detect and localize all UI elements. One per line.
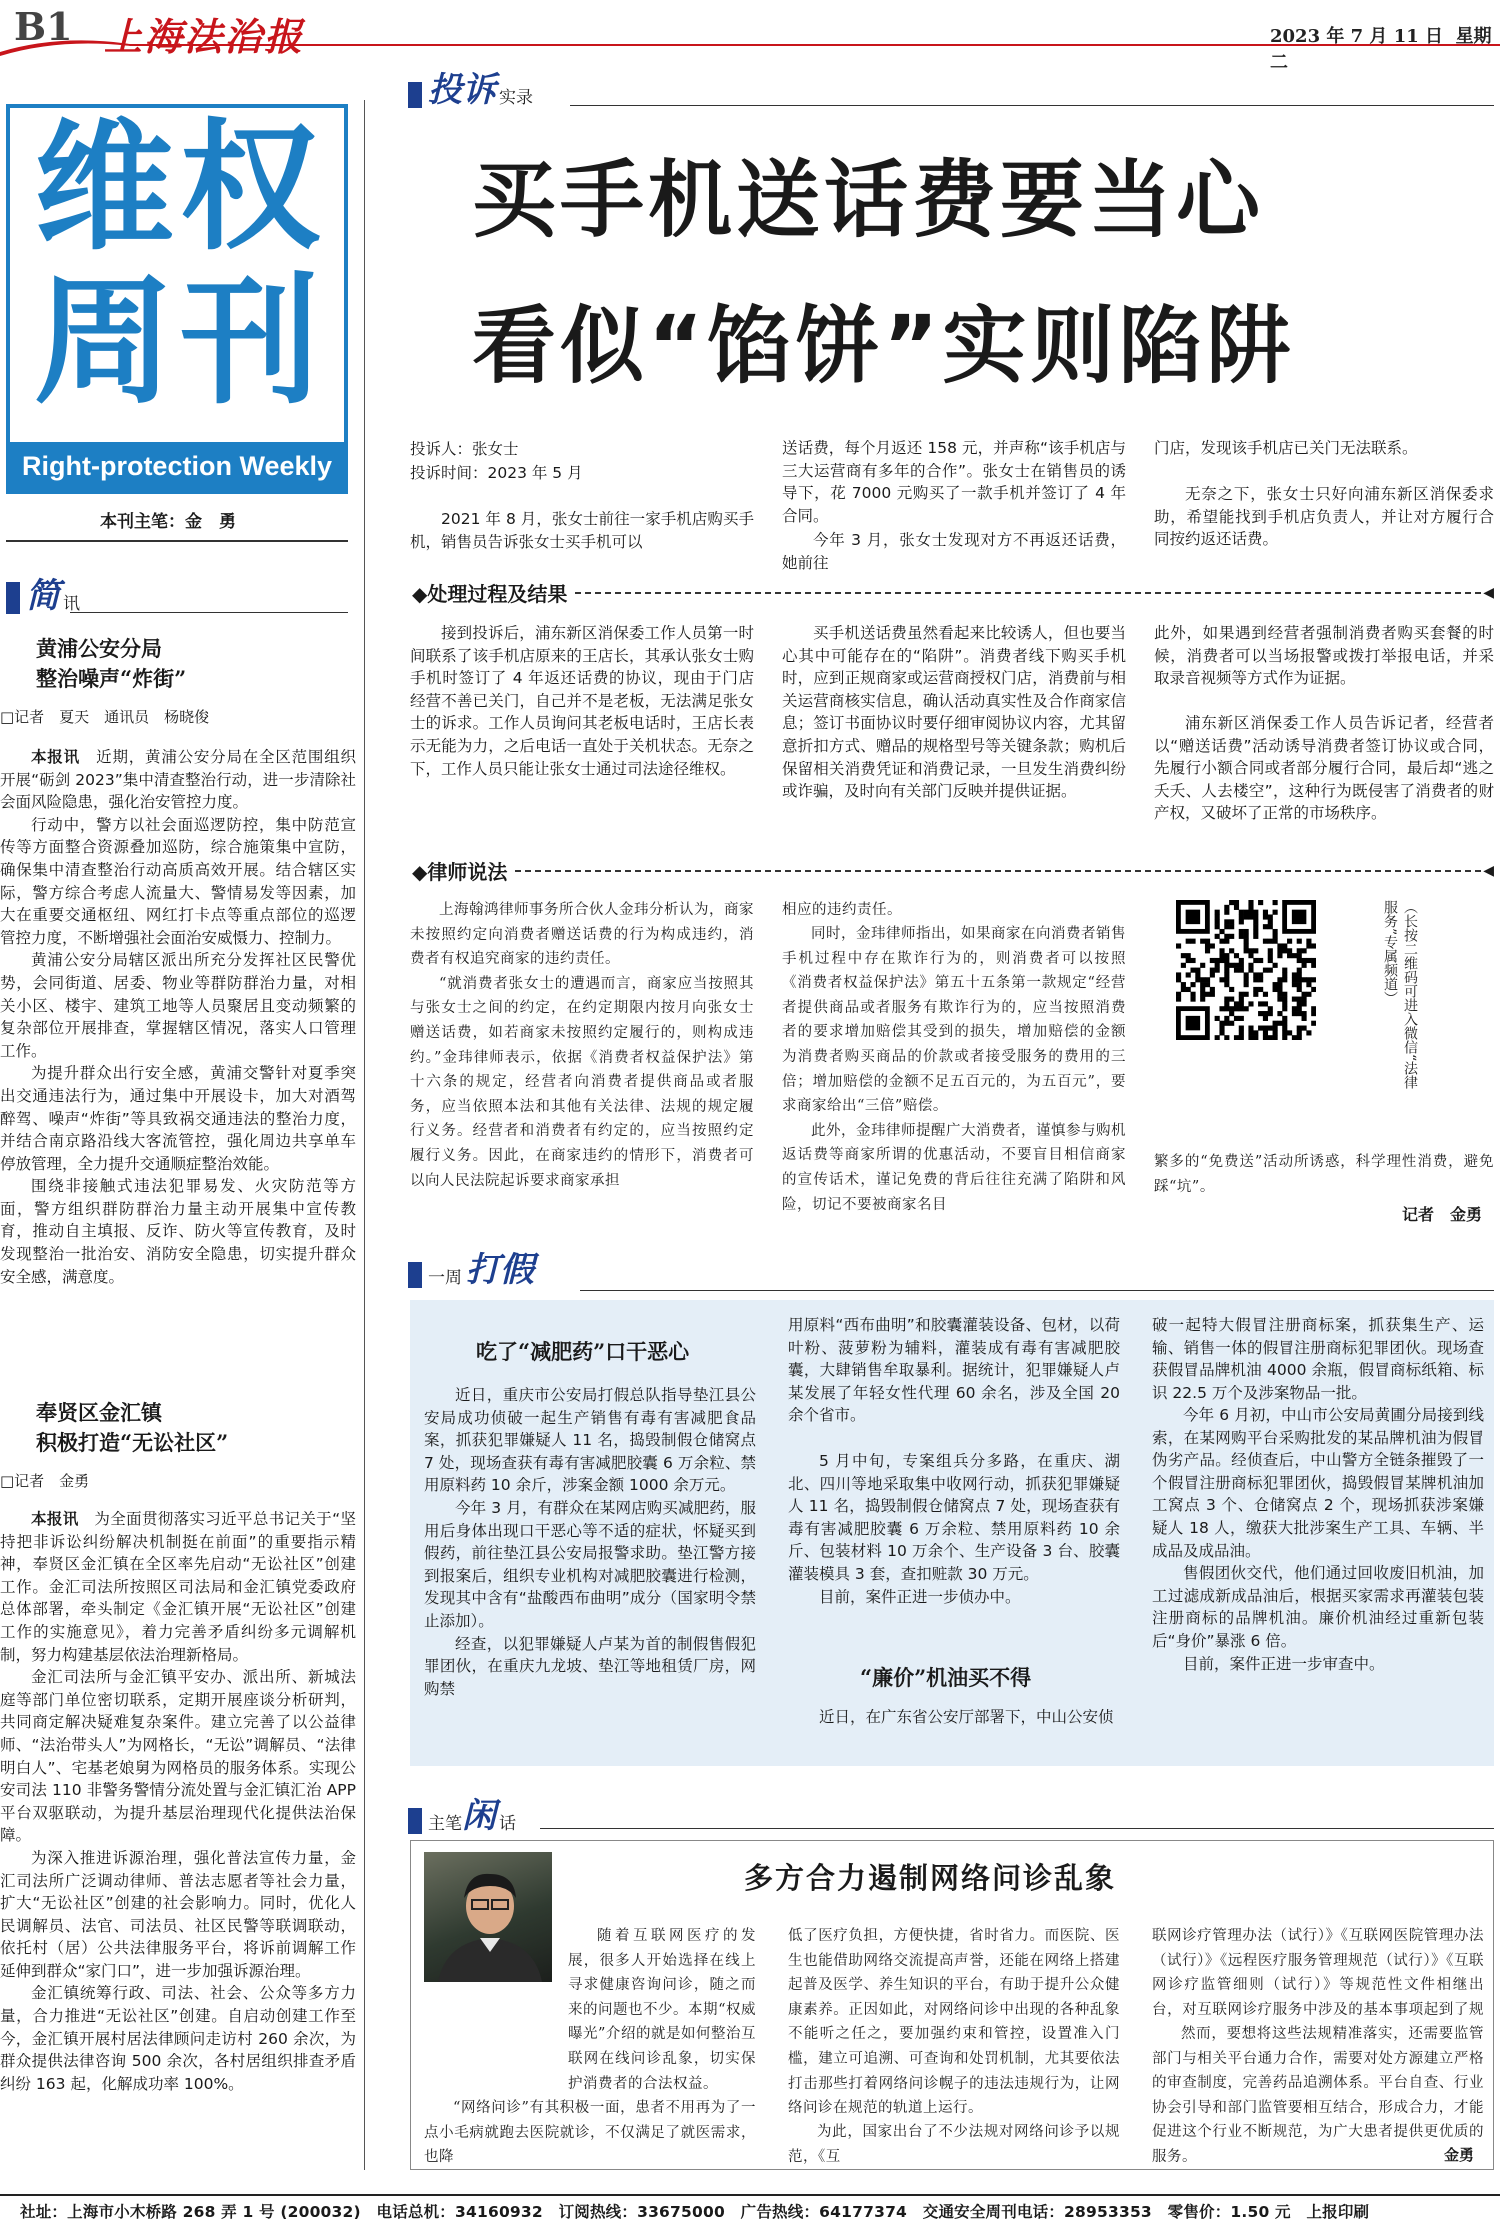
fake-col2b: 近日，在广东省公安厅部署下，中山公安侦 bbox=[819, 1708, 1114, 1726]
chat-cont2: 联网诊疗管理办法（试行）》《互联网医院管理办法（试行）》《远程医疗服务管理规范（试行）》《互联网诊疗监管细则（试行）》等规范性文件相继出台，对互联网诊疗服务中涉及的基本事项起到了规 bbox=[1152, 1928, 1484, 2018]
complaint-section-head bbox=[408, 72, 533, 108]
fake2-cont: 破一起特大假冒注册商标案，抓获集生产、运输、销售一体的假冒注册商标犯罪团伙。现场查获假冒品牌机油 4000 余瓶，假冒商标纸箱、标识 22.5 万个及涉案物品一批。 bbox=[1152, 1316, 1484, 1402]
brief-section-head bbox=[6, 578, 80, 614]
page-number: B1 bbox=[14, 4, 73, 49]
complainant: 投诉人：张女士 bbox=[410, 440, 519, 458]
reporter: 记者 金勇 bbox=[1402, 1205, 1483, 1224]
divider bbox=[70, 612, 348, 613]
fake-title-1: 吃了“减肥药”口干恶心 bbox=[476, 1339, 690, 1364]
issue-date: 2023 年 7 月 11 日 星期二 bbox=[1270, 26, 1492, 73]
story-title: 积极打造“无讼社区” bbox=[36, 1430, 229, 1455]
story-byline: □记者 金勇 bbox=[0, 1472, 90, 1490]
weekly-name-line2: 周刊 bbox=[34, 261, 327, 424]
process-title: ◆处理过程及结果 ◀ bbox=[412, 582, 1494, 606]
chat-section-head bbox=[408, 1798, 516, 1834]
story-byline: □记者 夏天 通讯员 杨晓俊 bbox=[0, 708, 210, 726]
section-bar bbox=[408, 1262, 422, 1288]
story-title: 黄浦公安分局 bbox=[36, 636, 162, 661]
complaint-intro-col2 bbox=[782, 437, 1126, 575]
intro-p: 今年 3 月，张女士发现对方不再返还话费，她前往 bbox=[782, 531, 1126, 572]
chat-label-small: 话 bbox=[499, 1814, 516, 1834]
brief-label-big: 简 bbox=[26, 576, 60, 616]
divider bbox=[570, 105, 1494, 106]
complaint-time: 投诉时间：2023 年 5 月 bbox=[410, 464, 583, 482]
lawyer-col3 bbox=[1154, 1150, 1494, 1199]
chat-author: 金勇 bbox=[1444, 2146, 1475, 2164]
footer-rule bbox=[0, 2194, 1500, 2196]
brief-label-small: 讯 bbox=[63, 594, 80, 614]
chat-cont: 低了医疗负担，方便快捷，省时省力。而医院、医生也能借助网络交流提高声誉，还能在网络上搭建起普及医学、养生知识的平台，有助于提升公众健康素养。正因如此，对网络问诊中出现的各种乱象不能听之任之，要加强约束和管控，设置准入门槛，建立可追溯、可查询和处罚机制，尤其要依法打击那些打着网络问诊幌子的违法违规行为，让网络问诊在规范的轨道上运行。 bbox=[788, 1928, 1120, 2117]
headline-line1: 买手机送话费要当心 bbox=[472, 151, 1265, 249]
column-divider bbox=[364, 100, 365, 2170]
intro-p-cont: 送话费，每个月返还 158 元，并声称“该手机店与三大运营商有多年的合作”。张女士在销售员的诱导下，花 7000 元购买了一款手机并签订了 4 年合同。 bbox=[782, 439, 1126, 525]
weekly-title-box bbox=[6, 104, 348, 494]
qr-code[interactable] bbox=[1176, 900, 1316, 1040]
fake-label-big: 打假 bbox=[466, 1250, 534, 1290]
story-title: 整治噪声“炸街” bbox=[36, 666, 187, 691]
lawyer-col1: 上海翰鸿律师事务所合伙人金玮分析认为，商家未按照约定向消费者赠送话费的行为构成违约，消费者有权追究商家的违约责任。 “就消费者张女士的遭遇而言，商家应当按照其与张女士之间的约定，在约定期限内按月向张女士赠送话费，如若商家未按照约定履行的，则构成违约。”金玮律师表示，依据《消费者权益保护法》第十六条的规定，经营者向消费者提供商品或者服务，应当依照本法和其他有关法律、法规的规定履行义务。经营者和消费者有约定的，应当按照约定履行义务。因此，在商家违约的情形下，消费者可以向人民法院起诉要求商家承担 bbox=[410, 902, 754, 1189]
complaint-intro-col1 bbox=[410, 508, 754, 554]
process-col1: 接到投诉后，浦东新区消保委工作人员第一时间联系了该手机店原来的王店长，其承认张女士购手机时签订了 4 年返还话费的协议，现由于门店经营不善已关门，自己并不是老板，无法满足张女士的诉求。工作人员询问其老板电话时，王店长表示无能为力，之后电话一直处于关机状态。无奈之下，工作人员只能让张女士通过司法途径维权。 bbox=[410, 624, 754, 778]
weekly-editor: 本刊主笔：金 勇 bbox=[100, 512, 236, 532]
complaint-meta bbox=[410, 437, 583, 485]
chat-title: 多方合力遏制网络问诊乱象 bbox=[744, 1861, 1117, 1895]
complaint-intro-col3 bbox=[1154, 437, 1494, 551]
section-bar bbox=[408, 1808, 422, 1834]
paper-name: 上海法治报 bbox=[104, 14, 305, 59]
chat-label-big: 闲 bbox=[462, 1796, 496, 1836]
intro-p: 门店，发现该手机店已关门无法联系。 bbox=[1154, 439, 1418, 457]
weekly-name-line1: 维权 bbox=[34, 107, 327, 270]
divider bbox=[6, 540, 348, 542]
qr-code-icon bbox=[1176, 900, 1316, 1040]
qr-caption: （长按二维码可进入微信“法律服务”专属频道） bbox=[1382, 900, 1418, 1090]
lawyer-tail: 繁多的“免费送”活动所诱惑，科学理性消费，避免踩“坑”。 bbox=[1154, 1154, 1494, 1195]
dashed-rule bbox=[575, 592, 1481, 594]
fake-cont: 用原料“西布曲明”和胶囊灌装设备、包材，以荷叶粉、菠萝粉为辅料，灌装成有毒有害减肥胶囊，大肆销售牟取暴利。据统计，犯罪嫌疑人卢某发展了年轻女性代理 60 余名，涉及全国 20 余个省市。 bbox=[788, 1316, 1120, 1425]
intro-p: 2021 年 8 月，张女士前往一家手机店购买手机，销售员告诉张女士买手机可以 bbox=[410, 510, 754, 551]
brief-story-2 bbox=[0, 1398, 356, 2095]
divider bbox=[580, 1290, 1494, 1291]
fake-title-2: “廉价”机油买不得 bbox=[860, 1665, 1032, 1690]
fake-label-pre: 一周 bbox=[428, 1268, 462, 1288]
complaint-label-small: 实录 bbox=[499, 88, 533, 108]
masthead bbox=[0, 0, 1500, 73]
story-title: 奉贤区金汇镇 bbox=[36, 1400, 162, 1425]
fake-col2: 用原料“西布曲明”和胶囊灌装设备、包材，以荷叶粉、菠萝粉为辅料，灌装成有毒有害减肥胶囊，大肆销售牟取暴利。据统计，犯罪嫌疑人卢某发展了年轻女性代理 60 余名，涉及全国 20 余个省市。 5 月中旬，专案组兵分多路，在重庆、湖北、四川等地采取集中收网行动，抓获犯罪嫌疑人 11 名，捣毁制假仓储窝点 7 处，现场查获有毒有害减肥胶囊 6 万余粒、禁用原料药 10 余斤、包装材料 10 万余个、生产设备 3 台、胶囊灌装模具 3 套，查扣赃款 30 万元。 目前，案件正进一步侦办中。 bbox=[788, 1316, 1120, 1606]
fake-col1: 近日，重庆市公安局打假总队指导垫江县公安局成功侦破一起生产销售有毒有害减肥食品案，抓获犯罪嫌疑人 11 名，捣毁制假仓储窝点 7 处，现场查获有毒有害减肥胶囊 6 万余粒、禁用原料药 10 余斤，涉案金额 1000 余万元。 今年 3 月，有群众在某网店购买减肥药，服用后身体出现口干恶心等不适的症状，怀疑买到假药，前往垫江县公安局报警求助。垫江警方接到报案后，组织专业机构对减肥胶囊进行检测，发现其中含有“盐酸西布曲明”成分（国家明令禁止添加）。 经查，以犯罪嫌疑人卢某为首的制假售假犯罪团伙，在重庆九龙坡、垫江等地租赁厂房，网购禁 bbox=[424, 1386, 756, 1698]
lawyer-title: ◆律师说法 ◀ bbox=[412, 860, 1494, 884]
chat-col2: 低了医疗负担，方便快捷，省时省力。而医院、医生也能借助网络交流提高声誉，还能在网络上搭建起普及医学、养生知识的平台，有助于提升公众健康素养。正因如此，对网络问诊中出现的各种乱象不能听之任之，要加强约束和管控，设置准入门槛，建立可追溯、可查询和处罚机制，尤其要依法打击那些打着网络问诊幌子的违法违规行为，让网络问诊在规范的轨道上运行。 为此，国家出台了不少法规对网络问诊予以规范，《互 bbox=[788, 1924, 1120, 2168]
intro-p: 无奈之下，张女士只好向浦东新区消保委求助，希望能找到手机店负责人，并让对方履行合同按约返还话费。 bbox=[1154, 485, 1494, 549]
complaint-label-big: 投诉 bbox=[428, 70, 496, 110]
section-bar bbox=[408, 82, 422, 108]
process-cont: 此外，如果遇到经营者强制消费者购买套餐的时候，消费者可以当场报警或拨打举报电话，并采取录音视频等方式作为证据。 bbox=[1154, 624, 1494, 688]
lawyer-col2: 相应的违约责任。 同时，金玮律师指出，如果商家在向消费者销售手机过程中存在欺诈行为的，则消费者可以按照《消费者权益保护法》第五十五条第一款规定“经营者提供商品或者服务有欺诈行为的，应当按照消费者的要求增加赔偿其受到的损失，增加赔偿的金额为消费者购买商品的价款或者接受服务的费用的三倍；增加赔偿的金额不足五百元的，为五百元”，要求商家给出“三倍”赔偿。 此外，金玮律师提醒广大消费者，谨慎参与购机返话费等商家所谓的优惠活动，不要盲目相信商家的宣传话术，谨记免费的背后往往充满了陷阱和风险，切记不要被商家名目 bbox=[782, 898, 1126, 1217]
chat-label-pre: 主笔 bbox=[428, 1814, 462, 1834]
dashed-rule bbox=[515, 870, 1481, 872]
fake-col3: 破一起特大假冒注册商标案，抓获集生产、运输、销售一体的假冒注册商标犯罪团伙。现场查获假冒品牌机油 4000 余瓶，假冒商标纸箱、标识 22.5 万个及涉案物品一批。 今年 6 月初，中山市公安局黄圃分局接到线索，在某网购平台采购批发的某品牌机油为假冒伪劣产品。经侦查后，中山警方全链条摧毁了一个假冒注册商标犯罪团伙，捣毁假冒某牌机油加工窝点 3 个、仓储窝点 2 个，现场抓获涉案嫌疑人 18 人，缴获大批涉案生产工具、车辆、半成品及成品油。 售假团伙交代，他们通过回收废旧机油，加工过滤成新成品油后，根据买家需求再灌装包装注册商标的品牌机油。廉价机油经过重新包装后“身价”暴涨 6 倍。 目前，案件正进一步审查中。 bbox=[1152, 1316, 1484, 1673]
fake-section-head bbox=[408, 1252, 534, 1288]
headline-line2: 看似“馅饼”实则陷阱 bbox=[472, 297, 1295, 395]
section-bar bbox=[6, 582, 20, 614]
story-body: 本报讯 近期，黄浦公安分局在全区范围组织开展“砺剑 2023”集中清查整治行动，进一步清除社会面风险隐患，强化治安管控力度。 行动中，警方以社会面巡逻防控，集中防范宣传等方面整合资源叠加巡防，综合施策集中宣防，确保集中清查整治行动高质高效开展。结合辖区实际，警方综合考虑人流量大、警情易发等因素，加大在重要交通枢纽、网红打卡点等重点部位的巡逻管控力度，不断增强社会面治安威慑力、控制力。 黄浦公安分局辖区派出所充分发挥社区民警优势，会同街道、居委、物业等群防群治力量，对相关小区、楼宇、建筑工地等人员聚居且变动频繁的复杂部位开展排查，掌握辖区情况，落实人口管理工作。 为提升群众出行安全感，黄浦交警针对夏季突出交通违法行为，通过集中开展设卡，加大对酒驾醉驾、噪声“炸街”等具致祸交通违法的整治力度，并结合南京路沿线大客流管控，强化周边共享单车停放管理，全力提升交通顺症整治效能。 围绕非接触式违法犯罪易发、火灾防范等方面，警方组织群防群治力量主动开展集中宣传教育，推动自主填报、反诈、防火等宣传教育，及时发现整治一批治安、消防安全隐患，切实提升群众安全感，满意度。 bbox=[0, 748, 356, 1286]
process-col2: 买手机送话费虽然看起来比较诱人，但也要当心其中可能存在的“陷阱”。消费者线下购买手机时，应到正规商家或运营商授权门店，消费前与相关运营商核实信息，确认活动真实性及合作商家信息；签订书面协议时要仔细审阅协议内容，尤其留意折扣方式、赠品的规格型号等关键条款；购机后保留相关消费凭证和消费记录，一旦发生消费纠纷或诈骗，及时向有关部门反映并提供证据。 bbox=[782, 624, 1126, 801]
chat-col3: 联网诊疗管理办法（试行）》《互联网医院管理办法（试行）》《远程医疗服务管理规范（试行）》《互联网诊疗监管细则（试行）》等规范性文件相继出台，对互联网诊疗服务中涉及的基本事项起到了规 然而，要想将这些法规精准落实，还需要监管部门与相关平台通力合作，需要对处方源建立严格的审查制度，完善药品追溯体系。平台自查、行业协会引导和部门监管要相互结合，形成合力，才能促进这个行业不断规范，为广大患者提供更优质的服务。 bbox=[1152, 1924, 1484, 2170]
weekly-en-bar bbox=[10, 442, 344, 490]
chat-col1: 随着互联网医疗的发展，很多人开始选择在线上寻求健康咨询问诊，随之而来的问题也不少。本期“权威曝光”介绍的就是如何整治互联网在线问诊乱象，切实保护消费者的合法权益。 “网络问诊”有其积极一面，患者不用再为了一点小毛病就跑去医院就诊，不仅满足了就医需求，也降 bbox=[424, 1928, 756, 2166]
footer-text: 社址：上海市小木桥路 268 弄 1 号 (200032) 电话总机：34160932 订阅热线：33675000 广告热线：64177374 交通安全周刊电话：28953353 零售价：1.50 元 上报印刷 bbox=[20, 2203, 1370, 2221]
weekly-en: Right-protection Weekly bbox=[21, 451, 333, 481]
process-col3: 此外，如果遇到经营者强制消费者购买套餐的时候，消费者可以当场报警或拨打举报电话，并采取录音视频等方式作为证据。 浦东新区消保委工作人员告诉记者，经营者以“赠送话费”活动诱导消费者签订协议或合同，先履行小额合同或者部分履行合同，最后却“逃之夭夭、人去楼空”，这种行为既侵害了消费者的财产权，又破坏了正常的市场秩序。 bbox=[1154, 624, 1494, 823]
story-body: 本报讯 为全面贯彻落实习近平总书记关于“坚持把非诉讼纠纷解决机制挺在前面”的重要指示精神，奉贤区金汇镇在全区率先启动“无讼社区”创建工作。金汇司法所按照区司法局和金汇镇党委政府总体部署，牵头制定《金汇镇开展“无讼社区”创建工作的实施意见》，着力完善矛盾纠纷多元调解机制，努力构建基层依法治理新格局。 金汇司法所与金汇镇平安办、派出所、新城法庭等部门单位密切联系，定期开展座谈分析研判，共同商定解决疑难复杂案件。建立完善了以公益律师、“法治带头人”为网格长，“无讼”调解员、“法律明白人”、宅基老娘舅为网格员的服务体系。实现公安司法 110 非警务警情分流处置与金汇镇汇治 APP 平台双驱联动，为提升基层治理现代化提供法治保障。 为深入推进诉源治理，强化普法宣传力量，金汇司法所广泛调动律师、普法志愿者等社会力量，扩大“无讼社区”创建的社会影响力。同时，优化人民调解员、法官、司法员、社区民警等联调联动，依托村（居）公共法律服务平台，将诉前调解工作延伸到群众“家门口”，进一步加强诉源治理。 金汇镇统筹行政、司法、社会、公众等多方力量，合力推进“无讼社区”创建。自启动创建工作至今，金汇镇开展村居法律顾问走访村 260 余次，为群众提供法律咨询 500 余次，各村居组织排查矛盾纠纷 163 起，化解成功率 100%。 bbox=[0, 1510, 356, 2093]
lawyer-cont: 相应的违约责任。 bbox=[782, 902, 902, 918]
brief-story-1 bbox=[0, 634, 356, 1288]
divider bbox=[540, 1828, 1494, 1829]
